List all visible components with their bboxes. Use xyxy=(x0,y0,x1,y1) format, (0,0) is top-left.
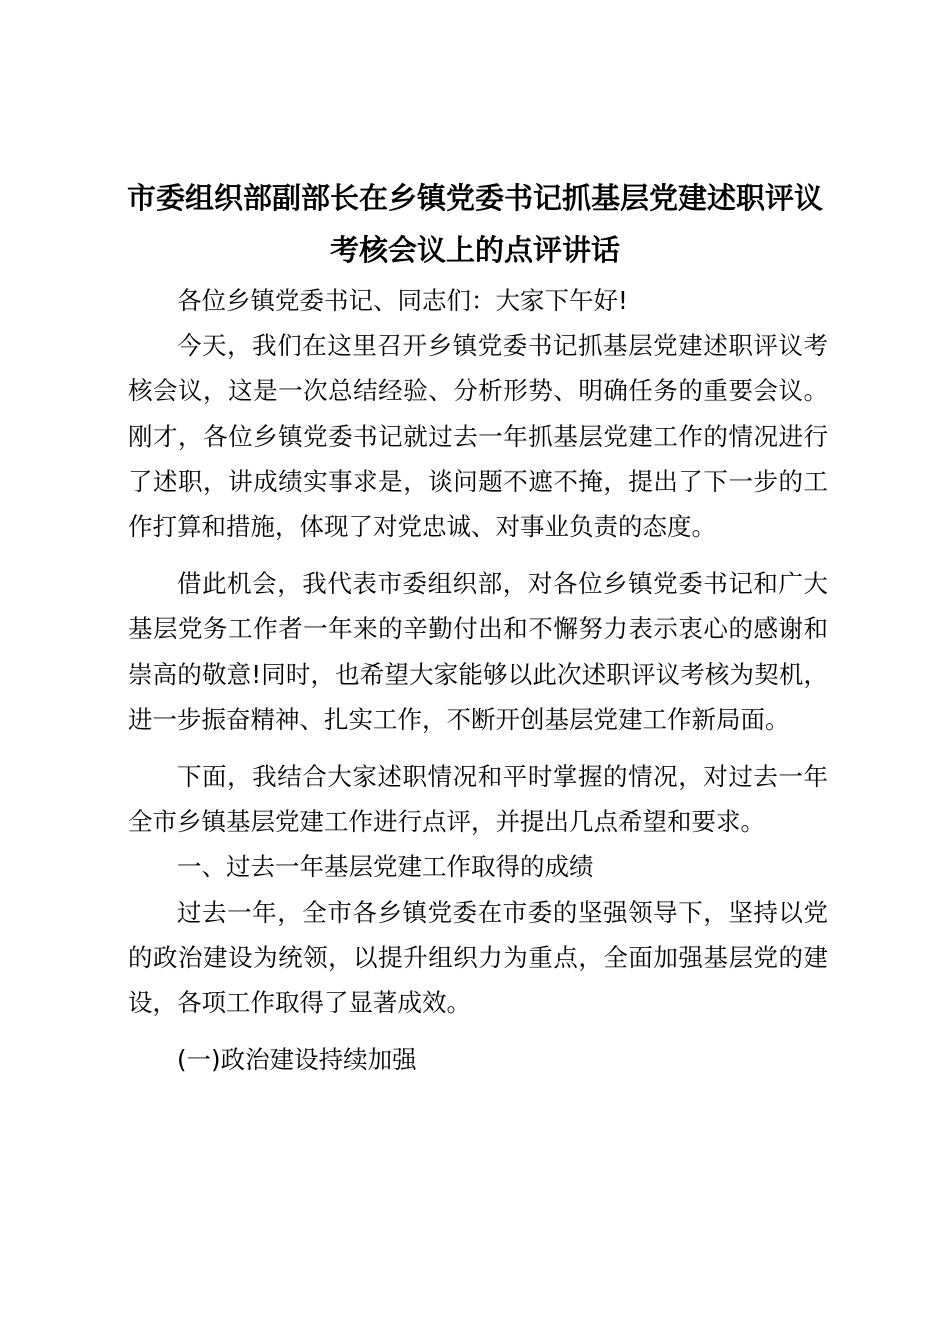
section-heading-1: 一、过去一年基层党建工作取得的成绩 xyxy=(177,852,594,882)
title-line-1: 市委组织部副部长在乡镇党委书记抓基层党建述职评议 xyxy=(126,181,823,215)
body-paragraph-1: 今天，我们在这里召开乡镇党委书记抓基层党建述职评议考核会议，这是一次总结经验、分析形势、明确任务的重要会议。刚才，各位乡镇党委书记就过去一年抓基层党建工作的情况进行了述职，讲成绩实事求是，谈问题不遮不掩，提出了下一步的工作打算和措施，体现了对党忠诚、对事业负责的态度。 xyxy=(128,331,828,542)
body-paragraph-4: 过去一年，全市各乡镇党委在市委的坚强领导下，坚持以党的政治建设为统领，以提升组织力为重点，全面加强基层党的建设，各项工作取得了显著成效。 xyxy=(128,897,828,1018)
body-paragraph-2: 借此机会，我代表市委组织部，对各位乡镇党委书记和广大基层党务工作者一年来的辛勤付出和不懈努力表示衷心的感谢和崇高的敬意!同时，也希望大家能够以此次述职评议考核为契机，进一步振奋精神、扎实工作，不断开创基层党建工作新局面。 xyxy=(128,569,828,734)
document-body xyxy=(128,278,828,1082)
document-title xyxy=(120,172,830,276)
title-line-2: 考核会议上的点评讲话 xyxy=(329,233,620,267)
salutation-paragraph: 各位乡镇党委书记、同志们：大家下午好! xyxy=(177,286,628,315)
body-paragraph-3: 下面，我结合大家述职情况和平时掌握的情况，对过去一年全市乡镇基层党建工作进行点评，并提出几点希望和要求。 xyxy=(128,762,828,837)
subsection-heading-1: (一)政治建设持续加强 xyxy=(177,1045,417,1075)
